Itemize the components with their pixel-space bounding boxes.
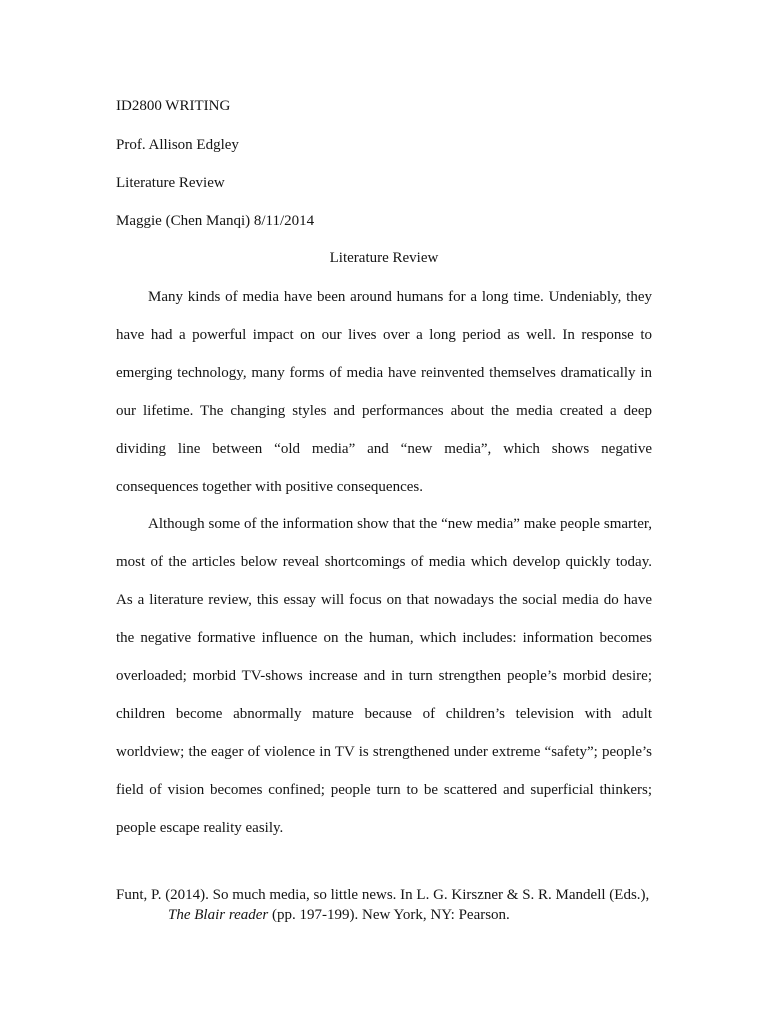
paragraph-2: Although some of the information show that the “new media” make people smarter, most of the articles below reveal shortcomings of media which develop quickly today. As a literature review, this essay will focus on that nowadays the social media do have the negative formative influence on the human, which includes: information becomes overloaded; morbid TV-shows increase and in turn strengthen people’s morbid desire; children become abnormally mature because of children’s television with adult worldview; the eager of violence in TV is strengthened under extreme “safety”; people’s field of vision becomes confined; people turn to be scattered and superficial thinkers; people escape reality easily. bbox=[116, 516, 652, 836]
reference-text-after: (pp. 197-199). New York, NY: Pearson. bbox=[268, 907, 510, 923]
student-name-date: Maggie (Chen Manqi) 8/11/2014 bbox=[116, 213, 315, 229]
document-title: Literature Review bbox=[329, 250, 439, 266]
professor-name: Prof. Allison Edgley bbox=[116, 137, 239, 153]
reference-book-title: The Blair reader bbox=[168, 907, 269, 923]
reference-text-before: Funt, P. (2014). So much media, so little news. In L. G. Kirszner & S. R. Mandell (Eds.), bbox=[116, 887, 650, 903]
assignment-type: Literature Review bbox=[116, 175, 225, 191]
reference-entry bbox=[116, 885, 652, 925]
paragraph-1: Many kinds of media have been around humans for a long time. Undeniably, they have had a powerful impact on our lives over a long period as well. In response to emerging technology, many forms of media have reinvented themselves dramatically in our lifetime. The changing styles and performances about the media created a deep dividing line between “old media” and “new media”, which shows negative consequences together with positive consequences. bbox=[116, 289, 652, 495]
course-name: ID2800 WRITING bbox=[116, 98, 231, 114]
